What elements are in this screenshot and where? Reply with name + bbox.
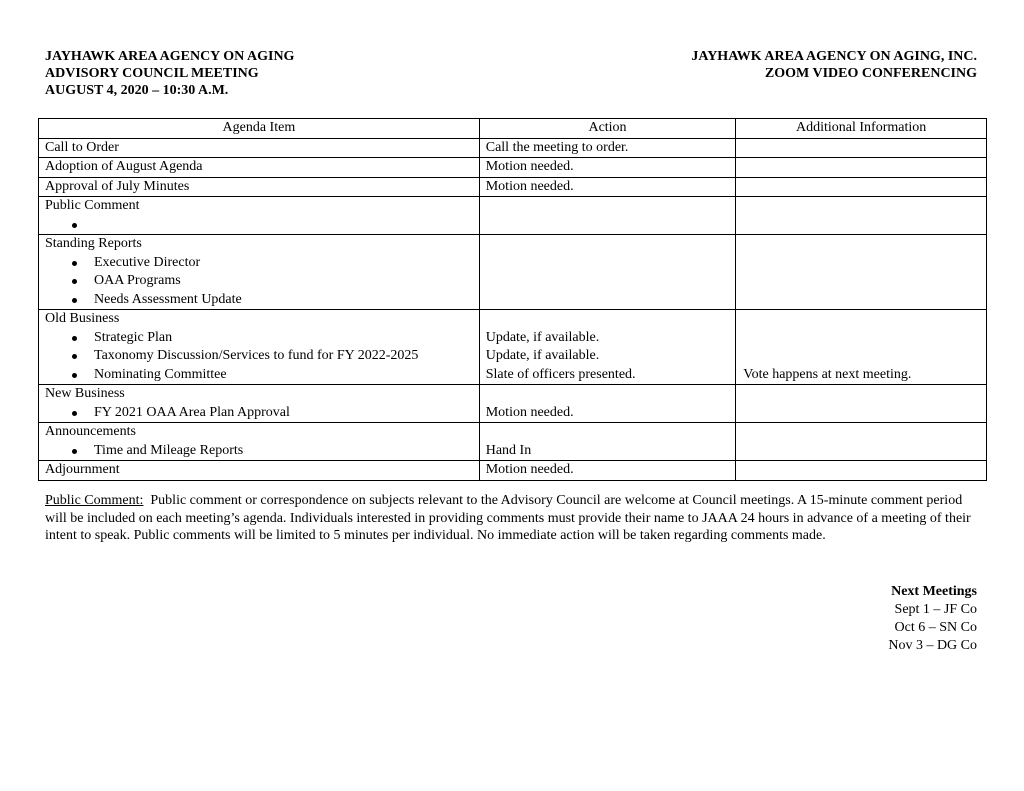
agenda-item-cell xyxy=(39,235,480,310)
agency-name: JAYHAWK AREA AGENCY ON AGING xyxy=(45,49,295,64)
agenda-item-cell xyxy=(39,423,480,461)
agenda-sub-item-label: Nominating Committee xyxy=(94,366,227,382)
action-text: Update, if available. xyxy=(485,329,600,345)
info-cell xyxy=(736,423,987,461)
agenda-sub-item xyxy=(45,347,479,366)
info-cell xyxy=(736,138,987,158)
info-text xyxy=(743,347,986,366)
next-meetings-title: Next Meetings xyxy=(891,584,977,599)
agenda-sub-item xyxy=(45,329,479,348)
info-text xyxy=(743,197,986,216)
agenda-item-title: New Business xyxy=(45,386,125,401)
agenda-table xyxy=(38,118,987,481)
info-cell xyxy=(736,235,987,310)
agenda-body xyxy=(39,138,987,480)
bullet-icon xyxy=(72,411,77,416)
agenda-item-title: Approval of July Minutes xyxy=(45,178,190,194)
action-cell xyxy=(479,423,736,461)
agenda-sub-item xyxy=(45,216,479,235)
info-cell xyxy=(736,310,987,385)
info-text xyxy=(743,216,986,235)
meeting-date: AUGUST 4, 2020 – 10:30 A.M. xyxy=(45,83,229,98)
info-cell xyxy=(736,177,987,197)
info-text xyxy=(743,329,986,348)
agenda-sub-item xyxy=(45,272,479,291)
meeting-venue: ZOOM VIDEO CONFERENCING xyxy=(764,66,977,81)
info-text xyxy=(743,423,986,442)
agenda-item-title: Standing Reports xyxy=(45,236,142,251)
agenda-item-cell xyxy=(39,197,480,235)
agenda-item-cell xyxy=(39,138,480,158)
header-right xyxy=(691,48,977,82)
info-text xyxy=(743,272,986,291)
action-text: Call the meeting to order. xyxy=(485,139,629,155)
column-header-additional-info: Additional Information xyxy=(736,119,987,139)
agenda-sub-item-label: Strategic Plan xyxy=(94,329,173,345)
info-text xyxy=(743,254,986,273)
info-text xyxy=(743,461,986,480)
action-text: Motion needed. xyxy=(485,178,574,194)
bullet-icon xyxy=(72,279,77,284)
table-row xyxy=(39,385,987,423)
action-cell xyxy=(479,385,736,423)
agenda-item-title: Adoption of August Agenda xyxy=(45,159,203,174)
action-text xyxy=(486,254,736,273)
info-cell xyxy=(736,385,987,423)
next-meetings xyxy=(888,583,977,655)
info-text: Vote happens at next meeting. xyxy=(743,366,912,382)
column-header-agenda-item: Agenda Item xyxy=(39,119,480,139)
agenda-sub-item-label: Needs Assessment Update xyxy=(94,291,242,307)
agenda-item-cell xyxy=(39,158,480,178)
info-text xyxy=(743,310,986,329)
bullet-icon xyxy=(72,298,77,303)
agenda-sub-item-label: OAA Programs xyxy=(94,273,181,288)
info-text xyxy=(743,385,986,404)
info-cell xyxy=(736,197,987,235)
table-header-row xyxy=(39,119,987,139)
table-row xyxy=(39,423,987,461)
info-text xyxy=(743,178,986,197)
bullet-icon xyxy=(72,373,77,378)
column-header-action: Action xyxy=(479,119,736,139)
info-text xyxy=(743,139,986,158)
action-cell xyxy=(479,235,736,310)
action-text xyxy=(486,235,736,254)
agenda-item-cell xyxy=(39,385,480,423)
table-row xyxy=(39,138,987,158)
agenda-item-title: Adjournment xyxy=(45,462,120,477)
agenda-sub-item xyxy=(45,291,479,310)
action-cell xyxy=(479,197,736,235)
action-text xyxy=(486,216,736,235)
action-text xyxy=(486,385,736,404)
action-text: Hand In xyxy=(485,442,532,458)
action-text xyxy=(486,310,736,329)
action-cell xyxy=(479,177,736,197)
bullet-icon xyxy=(72,354,77,359)
agenda-item-cell xyxy=(39,177,480,197)
next-meeting-item: Sept 1 – JF Co xyxy=(894,602,977,617)
agenda-item-cell xyxy=(39,461,480,481)
info-text xyxy=(743,291,986,310)
info-cell xyxy=(736,461,987,481)
public-comment-note xyxy=(45,492,980,545)
action-text: Update, if available. xyxy=(485,348,600,363)
next-meeting-item: Oct 6 – SN Co xyxy=(894,620,977,635)
agenda-sub-item-label: FY 2021 OAA Area Plan Approval xyxy=(94,404,290,420)
action-text xyxy=(486,272,736,291)
action-text: Slate of officers presented. xyxy=(485,366,636,382)
info-text xyxy=(743,158,986,177)
header-left xyxy=(45,48,294,99)
info-text xyxy=(743,404,986,423)
agenda-sub-item xyxy=(45,254,479,273)
agenda-sub-item xyxy=(45,366,479,385)
bullet-icon xyxy=(72,336,77,341)
action-text xyxy=(486,423,736,442)
agenda-sub-item-label: Executive Director xyxy=(94,254,201,270)
action-cell xyxy=(479,158,736,178)
action-text: Motion needed. xyxy=(485,404,574,420)
table-row xyxy=(39,197,987,235)
meeting-name: ADVISORY COUNCIL MEETING xyxy=(45,66,259,81)
public-comment-text: Public comment or correspondence on subjects relevant to the Advisory Council are welcome at Council meetings. A 15-minute comment period will be included on each meeting’s agenda. Individuals interested in providing comments must provide their name to JAAA 24 hours in advance of a meeting of their intent to speak. Public comments will be limited to 5 minutes per individual. No immediate action will be taken regarding comments made. xyxy=(45,493,971,543)
action-text: Motion needed. xyxy=(485,462,574,477)
table-row xyxy=(39,158,987,178)
action-cell xyxy=(479,138,736,158)
table-row xyxy=(39,461,987,481)
info-text xyxy=(743,442,986,461)
agenda-sub-item-label: Time and Mileage Reports xyxy=(94,442,244,458)
agenda-item-cell xyxy=(39,310,480,385)
info-cell xyxy=(736,158,987,178)
agenda-sub-item-label: Taxonomy Discussion/Services to fund for FY 2022-2025 xyxy=(94,348,419,363)
bullet-icon xyxy=(72,449,77,454)
table-row xyxy=(39,177,987,197)
action-cell xyxy=(479,310,736,385)
agenda-sub-item xyxy=(45,404,479,423)
action-text xyxy=(486,197,736,216)
table-row xyxy=(39,235,987,310)
agenda-item-title: Announcements xyxy=(45,424,136,439)
bullet-icon xyxy=(72,261,77,266)
info-text xyxy=(743,235,986,254)
agency-name-inc: JAYHAWK AREA AGENCY ON AGING, INC. xyxy=(691,49,977,64)
agenda-item-title: Public Comment xyxy=(45,198,140,213)
action-cell xyxy=(479,461,736,481)
table-row xyxy=(39,310,987,385)
agenda-item-title: Call to Order xyxy=(45,139,119,155)
bullet-icon xyxy=(72,223,77,228)
next-meeting-item: Nov 3 – DG Co xyxy=(888,638,977,653)
action-text: Motion needed. xyxy=(485,159,574,174)
agenda-sub-item xyxy=(45,442,479,461)
agenda-item-title: Old Business xyxy=(45,311,120,326)
public-comment-label: Public Comment: xyxy=(45,493,144,508)
action-text xyxy=(486,291,736,310)
